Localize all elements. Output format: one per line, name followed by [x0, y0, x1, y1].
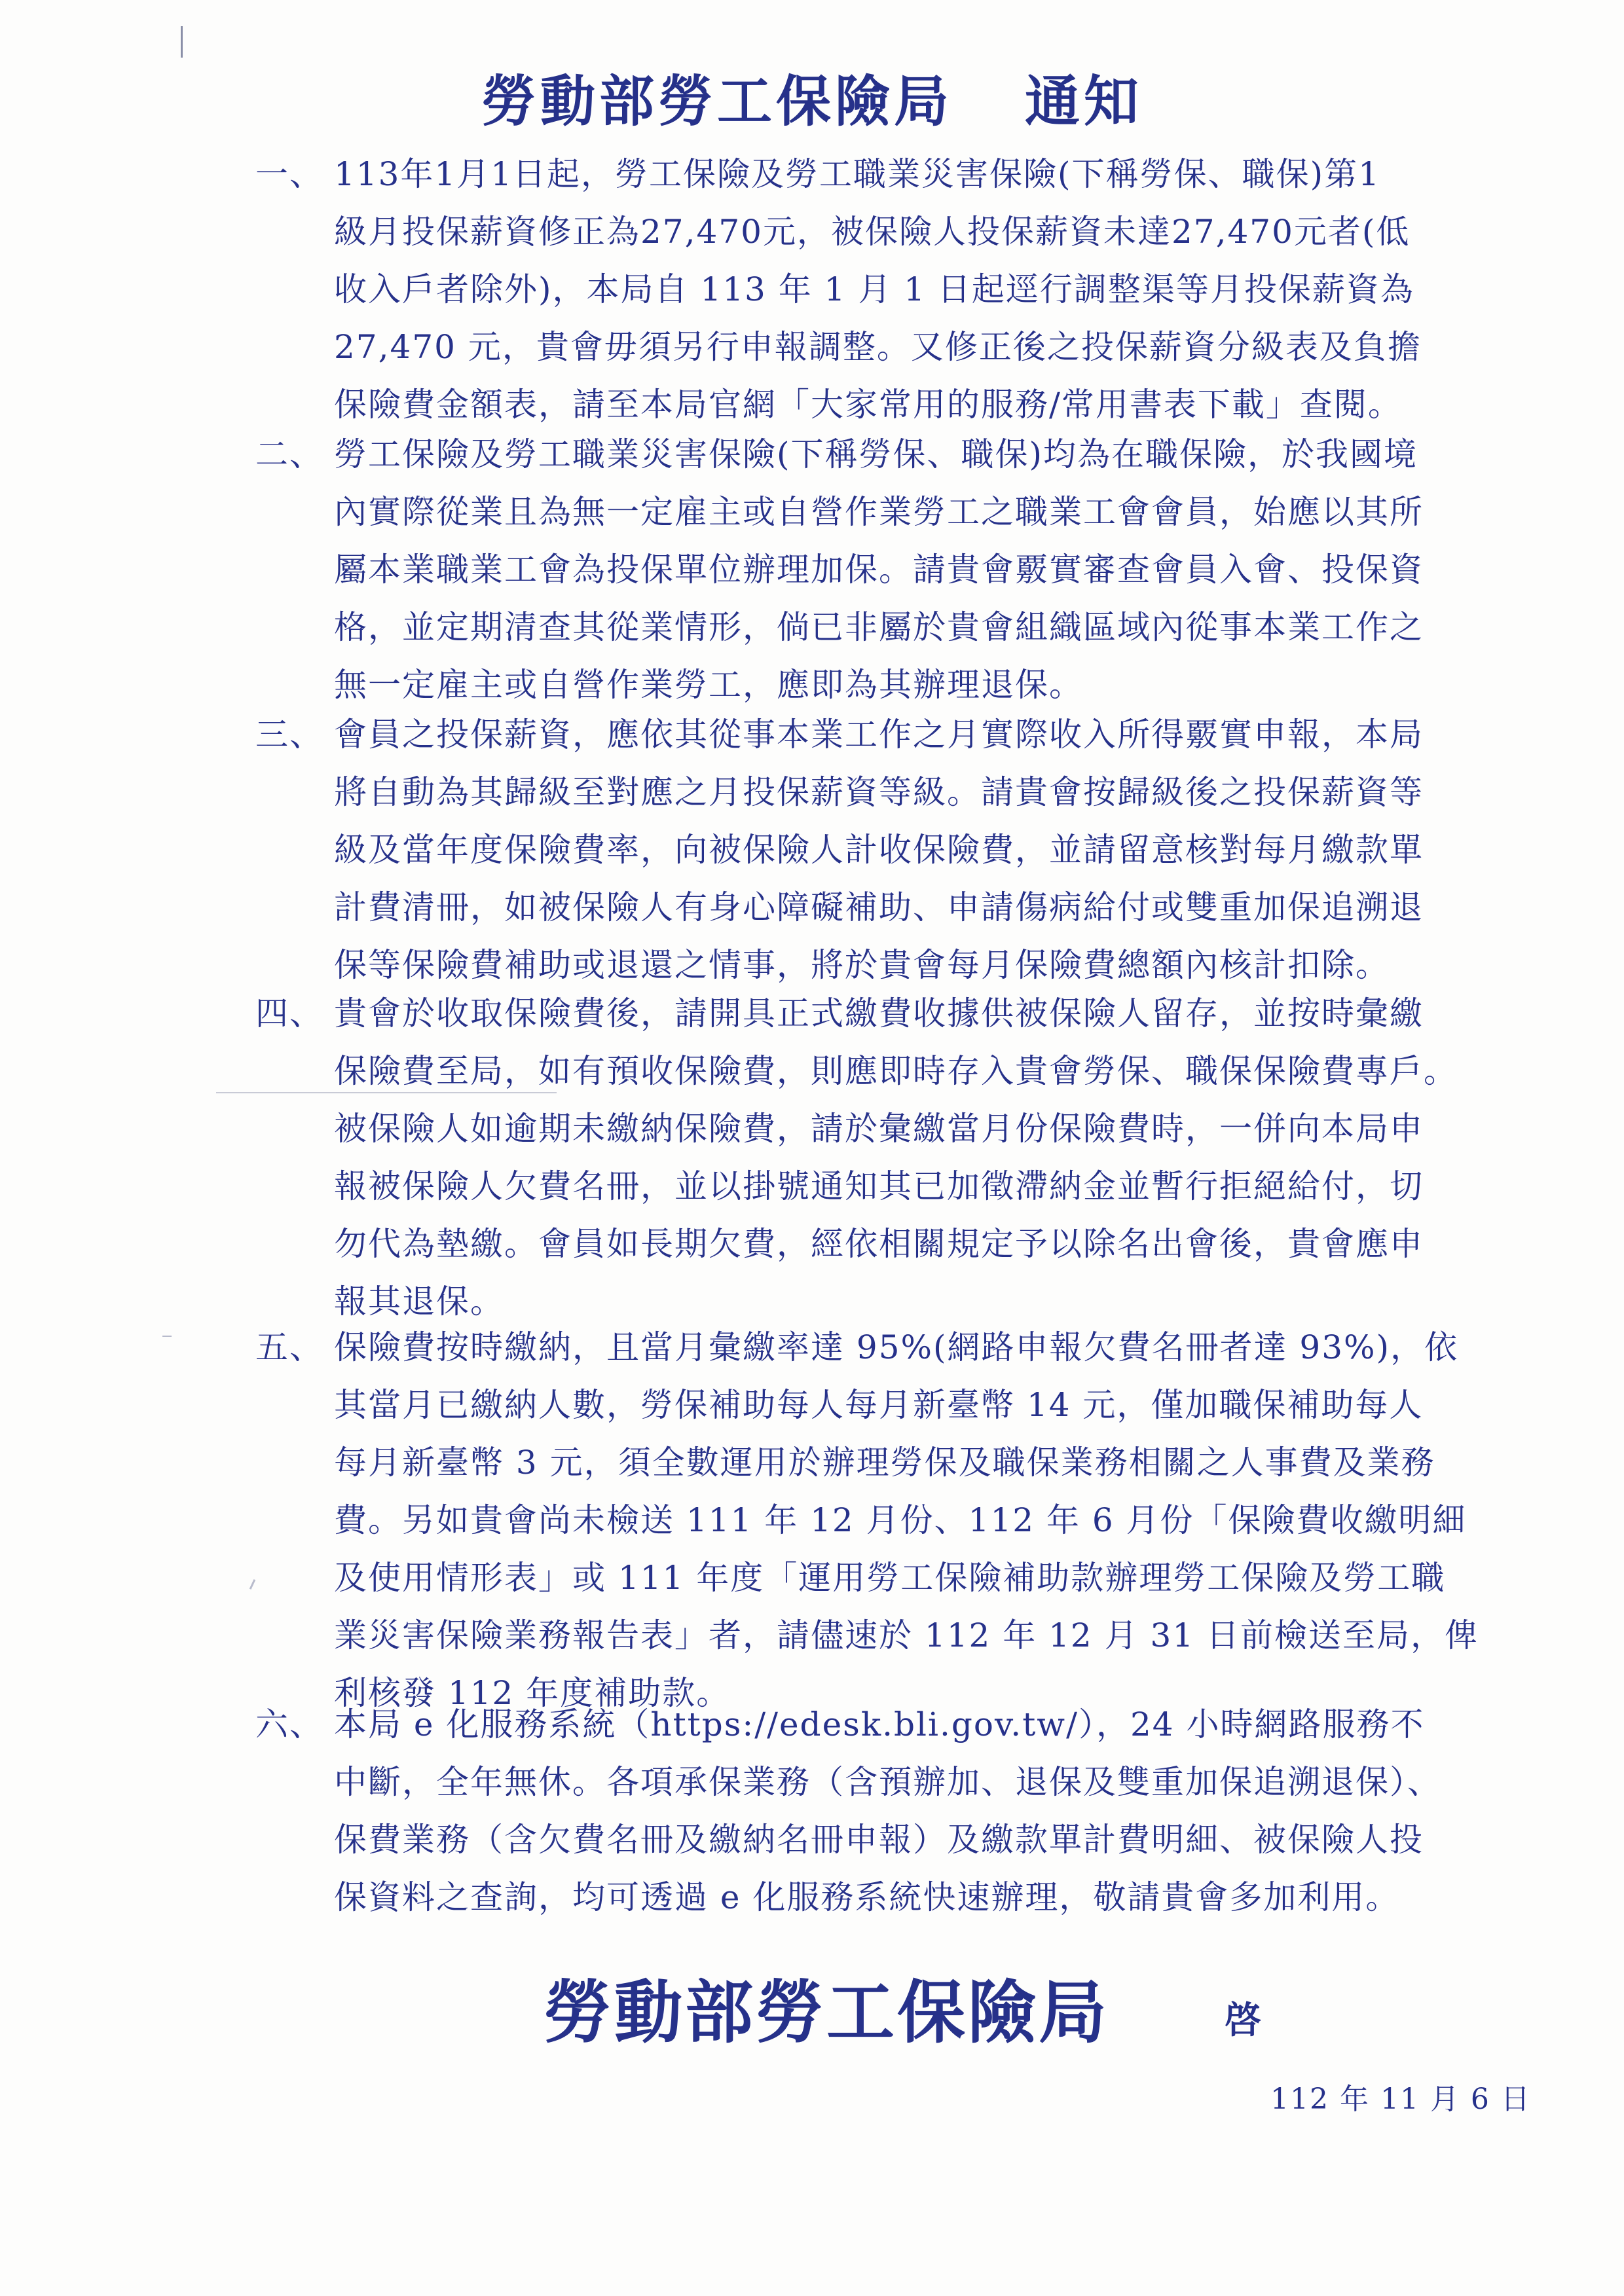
section-line: 二、 勞工保險及勞工職業災害保險(下稱勞保、職保)均為在職保險，於我國境 [255, 426, 1424, 483]
section-line: 其當月已繳納人數，勞保補助每人每月新臺幣 14 元，僅加職保補助每人 [334, 1386, 1424, 1424]
signature-suffix: 啓 [1225, 1999, 1261, 2042]
section-line: 四、 貴會於收取保險費後，請開具正式繳費收據供被保險人留存，並按時彙繳 [255, 985, 1458, 1042]
signature-organization: 勞動部勞工保險局 [544, 1972, 1110, 2052]
section-line: 收入戶者除外)，本局自 113 年 1 月 1 日起逕行調整渠等月投保薪資為 [334, 270, 1414, 308]
section-line: 無一定雇主或自營作業勞工，應即為其辦理退保。 [334, 666, 1083, 704]
section-line: 保險費金額表，請至本局官網「大家常用的服務/常用書表下載」查閱。 [334, 386, 1402, 424]
section-line: 一、 113年1月1日起，勞工保險及勞工職業災害保險(下稱勞保、職保)第1 [255, 145, 1422, 203]
section-line: 27,470 元，貴會毋須另行申報調整。又修正後之投保薪資分級表及負擔 [334, 328, 1422, 366]
section-line: 保資料之查詢，均可透過 e 化服務系統快速辦理，敬請貴會多加利用。 [334, 1878, 1400, 1916]
section-marker: 一、 [255, 155, 323, 193]
section-line: 級及當年度保險費率，向被保險人計收保險費，並請留意核對每月繳款單 [334, 831, 1424, 869]
section-marker: 五、 [255, 1328, 323, 1366]
notice-section-4 [255, 985, 1458, 1330]
section-line: 被保險人如逾期未繳納保險費，請於彙繳當月份保險費時，一併向本局申 [334, 1110, 1424, 1148]
section-line: 內實際從業且為無一定雇主或自營作業勞工之職業工會會員，始應以其所 [334, 493, 1424, 531]
section-marker: 六、 [255, 1705, 323, 1743]
scan-tick-mark [249, 1579, 255, 1590]
notice-section-1 [255, 145, 1422, 433]
section-line: 報被保險人欠費名冊，並以掛號通知其已加徵滯納金並暫行拒絕給付，切 [334, 1167, 1424, 1205]
section-line: 保險費至局，如有預收保險費，則應即時存入貴會勞保、職保保險費專戶。 [334, 1052, 1458, 1090]
notice-date: 112 年 11 月 6 日 [1270, 2083, 1531, 2116]
notice-section-2 [255, 426, 1424, 714]
section-line: 業災害保險業務報告表」者，請儘速於 112 年 12 月 31 日前檢送至局，俾 [334, 1616, 1479, 1654]
section-line: 中斷，全年無休。各項承保業務（含預辦加、退保及雙重加保追溯退保）、 [334, 1763, 1441, 1801]
section-line: 三、 會員之投保薪資，應依其從事本業工作之月實際收入所得覈實申報，本局 [255, 706, 1424, 763]
section-line: 保等保險費補助或退還之情事，將於貴會每月保險費總額內核計扣除。 [334, 946, 1390, 984]
section-line: 保費業務（含欠費名冊及繳納名冊申報）及繳款單計費明細、被保險人投 [334, 1821, 1424, 1859]
section-line: 費。另如貴會尚未檢送 111 年 12 月份、112 年 6 月份「保險費收繳明細 [334, 1501, 1467, 1539]
notice-section-3 [255, 706, 1424, 994]
section-line: 將自動為其歸級至對應之月投保薪資等級。請貴會按歸級後之投保薪資等 [334, 773, 1424, 811]
section-line: 利核發 112 年度補助款。 [334, 1674, 731, 1712]
section-marker: 三、 [255, 716, 323, 754]
section-line: 計費清冊，如被保險人有身心障礙補助、申請傷病給付或雙重加保追溯退 [334, 888, 1424, 926]
title-organization: 勞動部勞工保險局 [481, 69, 953, 134]
section-line: 屬本業職業工會為投保單位辦理加保。請貴會覈實審查會員入會、投保資 [334, 551, 1424, 589]
section-line: 五、 保險費按時繳納，且當月彙繳率達 95%(網路申報欠費名冊者達 93%)，依 [255, 1319, 1479, 1376]
section-line: 格，並定期清查其從業情形，倘已非屬於貴會組織區域內從事本業工作之 [334, 608, 1424, 646]
section-line: 報其退保。 [334, 1283, 504, 1321]
notice-title [0, 58, 1624, 137]
section-line: 六、 本局 e 化服務系統（https://edesk.bli.gov.tw/），24 小時網路服務不 [255, 1696, 1441, 1753]
scan-tick-mark [162, 1336, 172, 1337]
section-line: 級月投保薪資修正為27,470元，被保險人投保薪資未達27,470元者(低 [334, 213, 1411, 251]
section-marker: 二、 [255, 435, 323, 473]
scan-edge-mark [181, 26, 183, 58]
title-word: 通知 [1025, 69, 1143, 134]
section-marker: 四、 [255, 994, 323, 1032]
section-line: 及使用情形表」或 111 年度「運用勞工保險補助款辦理勞工保險及勞工職 [334, 1559, 1446, 1597]
section-line: 每月新臺幣 3 元，須全數運用於辦理勞保及職保業務相關之人事費及業務 [334, 1444, 1435, 1482]
section-line: 勿代為墊繳。會員如長期欠費，經依相關規定予以除名出會後，貴會應申 [334, 1225, 1424, 1263]
notice-section-6 [255, 1696, 1441, 1926]
notice-section-5 [255, 1319, 1479, 1722]
